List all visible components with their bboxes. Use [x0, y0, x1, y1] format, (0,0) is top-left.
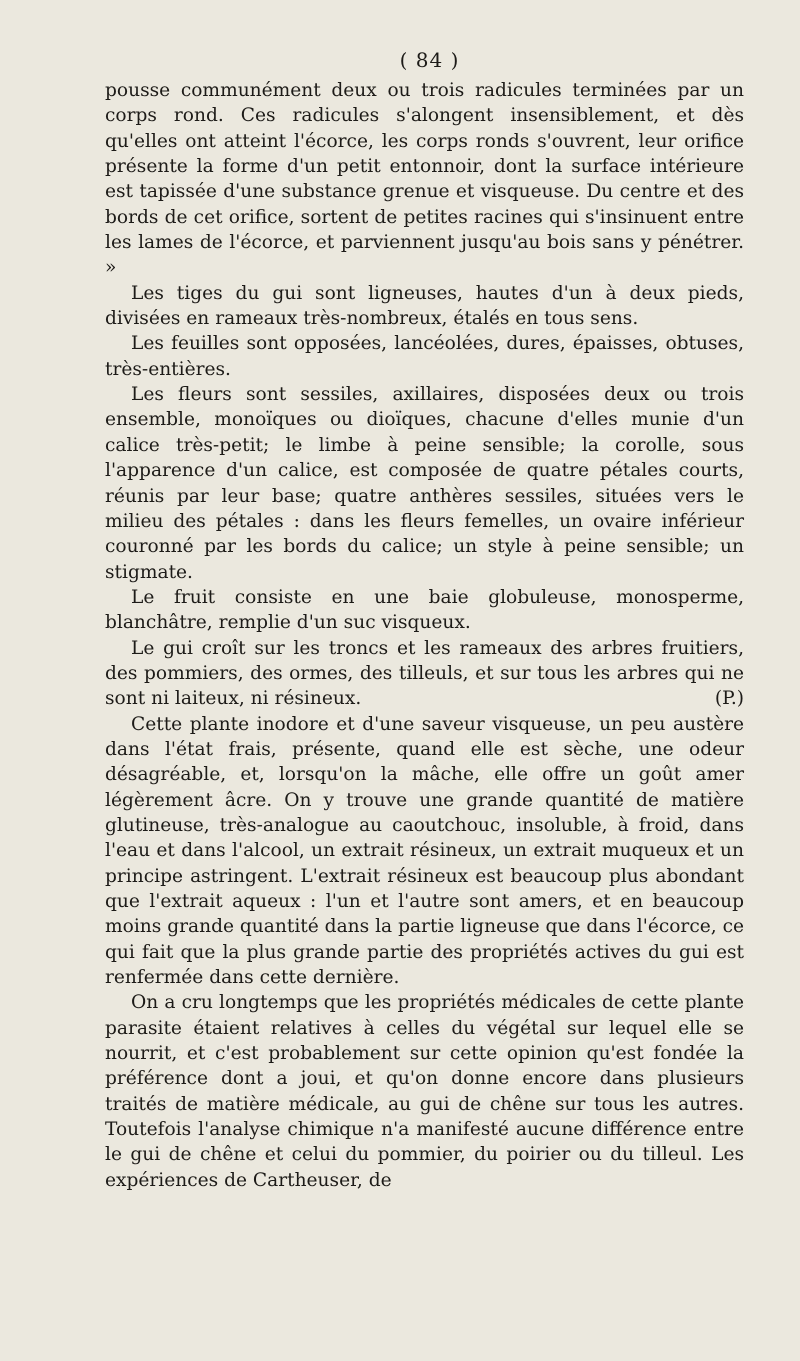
- body-text: [105, 78, 744, 1193]
- paragraph-continuation: pousse communément deux ou trois radicules terminées par un corps rond. Ces radicules s'alongent insensiblement, et dès qu'elles ont atteint l'écorce, les corps ronds s'ouvrent, leur orifice présente la forme d'un petit entonnoir, dont la surface intérieure est tapissée d'une substance grenue et visqueuse. Du centre et des bords de cet orifice, sortent de petites racines qui s'insinuent entre les lames de l'écorce, et parviennent jusqu'au bois sans y pénétrer. »: [105, 80, 744, 279]
- paragraph-leaves: Les feuilles sont opposées, lancéolées, dures, épaisses, obtuses, très-entières.: [105, 333, 744, 380]
- habitat-text: Le gui croît sur les troncs et les rameaux des arbres fruitiers, des pommiers, des ormes, des tilleuls, et sur tous les arbres qui ne sont ni laiteux, ni résineux.: [105, 637, 744, 710]
- author-initials: (P.): [714, 688, 744, 710]
- paragraph-fruit: Le fruit consiste en une baie globuleuse, monosperme, blanchâtre, remplie d'un suc visqueux.: [105, 586, 744, 634]
- paragraph-flowers: Les fleurs sont sessiles, axillaires, disposées deux ou trois ensemble, monoïques ou dioïques, chacune d'elles munie d'un calice très-petit; le limbe à peine sensible; la corolle, sous l'apparence d'un calice, est composée de quatre pétales courts, réunis par leur base; quatre anthères sessiles, situées vers le milieu des pétales : dans les fleurs femelles, un ovaire inférieur couronné par les bords du calice; un style à peine sensible; un stigmate.: [105, 384, 744, 583]
- paragraph-habitat: [105, 636, 744, 712]
- paragraph-properties: Cette plante inodore et d'une saveur visqueuse, un peu austère dans l'état frais, présente, quand elle est sèche, une odeur désagréable, et, lorsqu'on la mâche, elle offre un goût amer légèrement âcre. On y trouve une grande quantité de matière glutineuse, très-analogue au caoutchouc, insoluble, à froid, dans l'eau et dans l'alcool, un extrait résineux, un extrait muqueux et un principe astringent. L'extrait résineux est beaucoup plus abondant que l'extrait aqueux : l'un et l'autre sont amers, et en beaucoup moins grande quantité dans la partie ligneuse que dans l'écorce, ce qui fait que la plus grande partie des propriétés actives du gui est renfermée dans cette dernière.: [105, 713, 744, 989]
- page-number: ( 84 ): [399, 48, 460, 72]
- paragraph-medical: On a cru longtemps que les propriétés médicales de cette plante parasite étaient relatives à celles du végétal sur lequel elle se nourrit, et c'est probablement sur cette opinion qu'est fondée la préférence dont a joui, et qu'on donne encore dans plusieurs traités de matière médicale, au gui de chêne sur tous les autres. Toutefois l'analyse chimique n'a manifesté aucune différence entre le gui de chêne et celui du pommier, du poirier ou du tilleul. Les expériences de Cartheuser, de: [105, 992, 744, 1191]
- paragraph-stems: Les tiges du gui sont ligneuses, hautes d'un à deux pieds, divisées en rameaux très-nombreux, étalés en tous sens.: [105, 282, 744, 330]
